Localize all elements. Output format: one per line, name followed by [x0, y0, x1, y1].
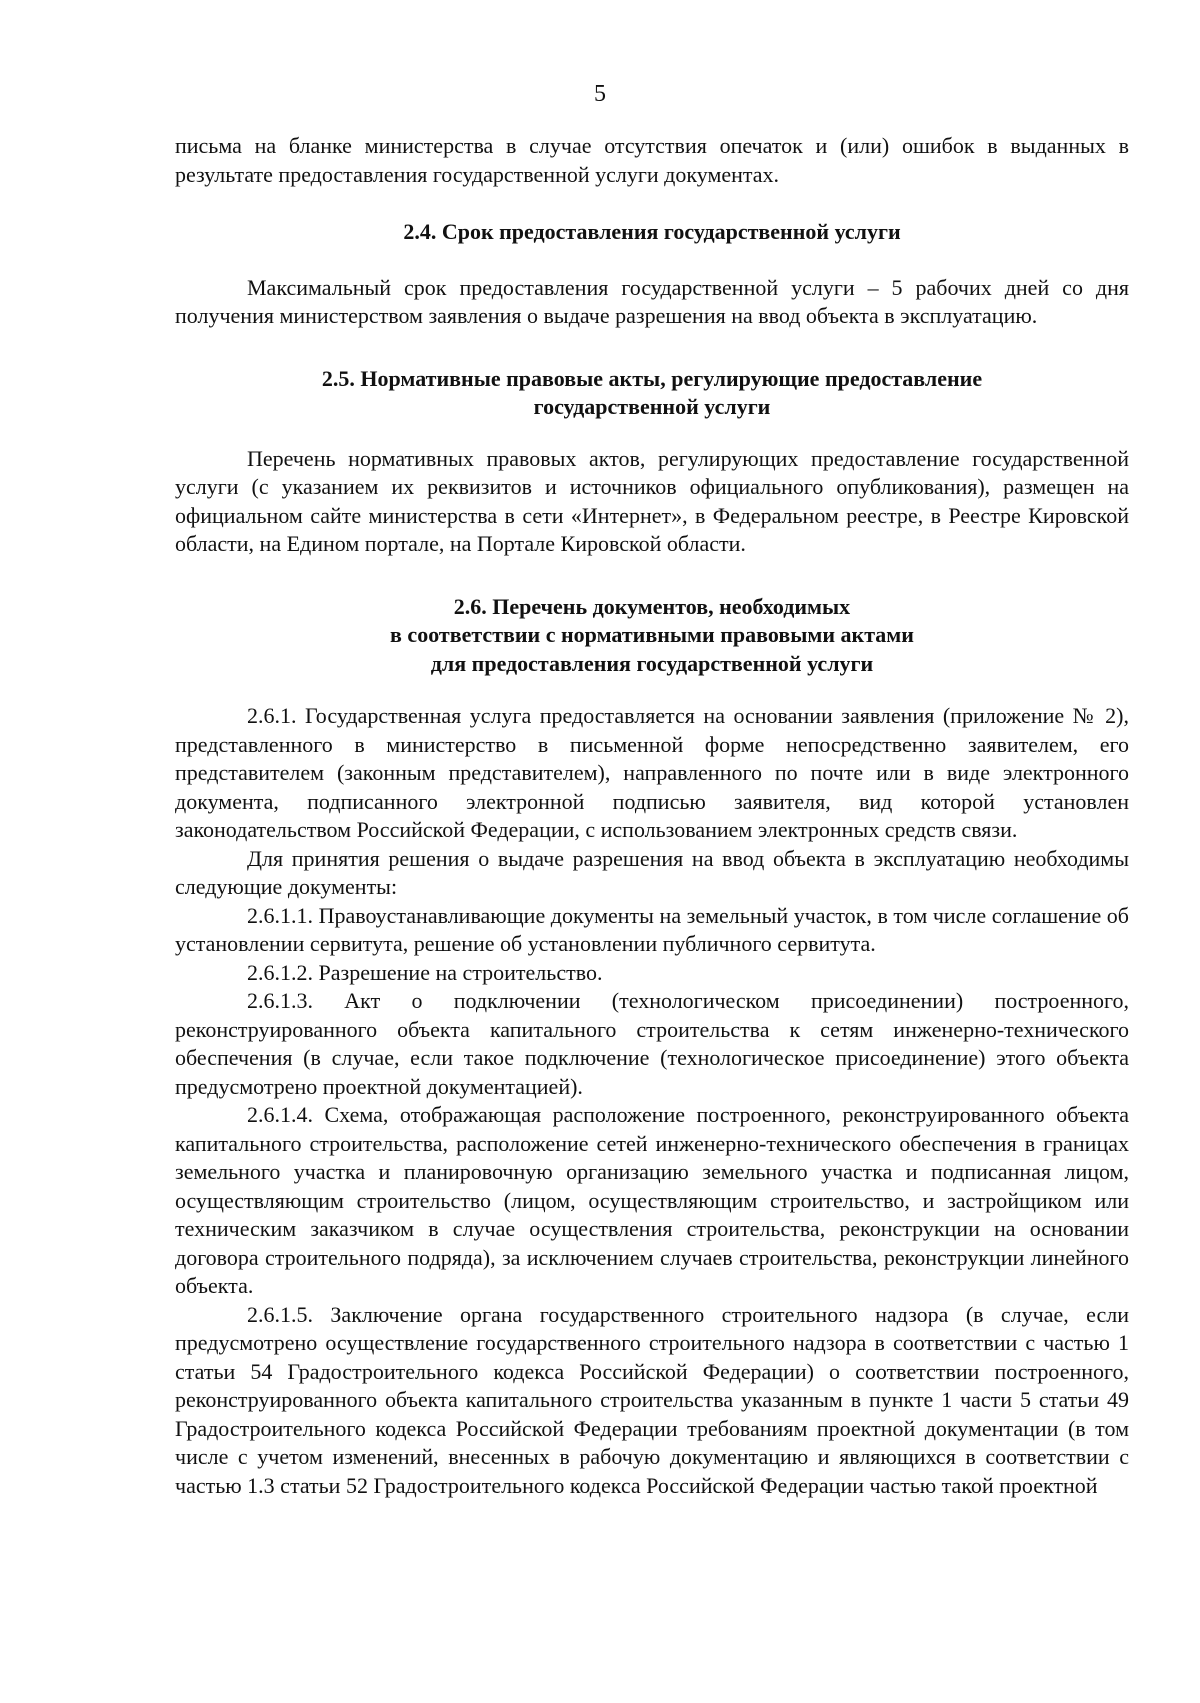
section-2-5-heading-line: государственной услуги — [533, 394, 771, 419]
document-body — [175, 132, 1129, 1500]
clause-2-6-1-4: 2.6.1.4. Схема, отображающая расположение построенного, реконструированного объекта капитального строительства, расположение сетей инженерно-технического обеспечения в границах земельного участка и планировочную организацию земельного участка и подписанная лицом, осуществляющим строительство (лицом, осуществляющим строительство, и застройщиком или техническим заказчиком в случае осуществления строительства, реконструкции на основании договора строительного подряда), за исключением случаев строительства, реконструкции линейного объекта. — [175, 1102, 1129, 1298]
page-number: 5 — [594, 81, 606, 107]
clause-2-6-1-1: 2.6.1.1. Правоустанавливающие документы на земельный участок, в том числе соглашение об установлении сервитута, решение об установлении публичного сервитута. — [175, 902, 1129, 956]
section-2-6-heading-line: для предоставления государственной услуги — [430, 650, 874, 676]
intro-paragraph: письма на бланке министерства в случае отсутствия опечаток и (или) ошибок в выданных в результате предоставления государственной услуги документах. — [175, 133, 1129, 187]
section-2-6-heading-line: 2.6. Перечень документов, необходимых — [453, 593, 851, 619]
clause-2-6-1: 2.6.1. Государственная услуга предоставляется на основании заявления (приложение № 2), представленного в министерство в письменной форме непосредственно заявителем, его представителем (законным представителем), направленного по почте или в виде электронного документа, подписанного электронной подписью заявителя, вид которой установлен законодательством Российской Федерации, с использованием электронных средств связи. — [175, 703, 1129, 842]
section-2-5-paragraph: Перечень нормативных правовых актов, регулирующих предоставление государственной услуги (с указанием их реквизитов и источников официального опубликования), размещен на официальном сайте министерства в сети «Интернет», в Федеральном реестре, в Реестре Кировской области, на Едином портале, на Портале Кировской области. — [175, 445, 1129, 556]
section-2-4-paragraph: Максимальный срок предоставления государственной услуги – 5 рабочих дней со дня получения министерством заявления о выдаче разрешения на ввод объекта в эксплуатацию. — [175, 274, 1129, 328]
clause-2-6-1-3: 2.6.1.3. Акт о подключении (технологическом присоединении) построенного, реконструированного объекта капитального строительства к сетям инженерно-технического обеспечения (в случае, если такое подключение (технологическое присоединение) этого объекта предусмотрено проектной документацией). — [175, 988, 1129, 1099]
clause-2-6-1-5: 2.6.1.5. Заключение органа государственного строительного надзора (в случае, если предусмотрено осуществление государственного строительного надзора в соответствии с частью 1 статьи 54 Градостроительного кодекса Российской Федерации) о соответствии построенного, реконструированного объекта капитального строительства указанным в пункте 1 части 5 статьи 49 Градостроительного кодекса Российской Федерации требованиям проектной документации (в том числе с учетом изменений, внесенных в рабочую документацию и являющихся в соответствии с частью 1.3 статьи 52 Градостроительного кодекса Российской Федерации частью такой проектной — [175, 1301, 1129, 1498]
section-2-6-heading-line: в соответствии с нормативными правовыми актами — [390, 622, 914, 647]
section-2-5-heading — [175, 365, 1129, 422]
section-2-5-heading-line: 2.5. Нормативные правовые акты, регулирующие предоставление — [321, 365, 983, 391]
section-2-6-heading — [175, 593, 1129, 679]
documents-required-intro: Для принятия решения о выдаче разрешения на ввод объекта в эксплуатацию необходимы следующие документы: — [175, 845, 1129, 899]
section-2-4-heading: 2.4. Срок предоставления государственной услуги — [403, 219, 901, 244]
clause-2-6-1-2: 2.6.1.2. Разрешение на строительство. — [247, 959, 603, 985]
